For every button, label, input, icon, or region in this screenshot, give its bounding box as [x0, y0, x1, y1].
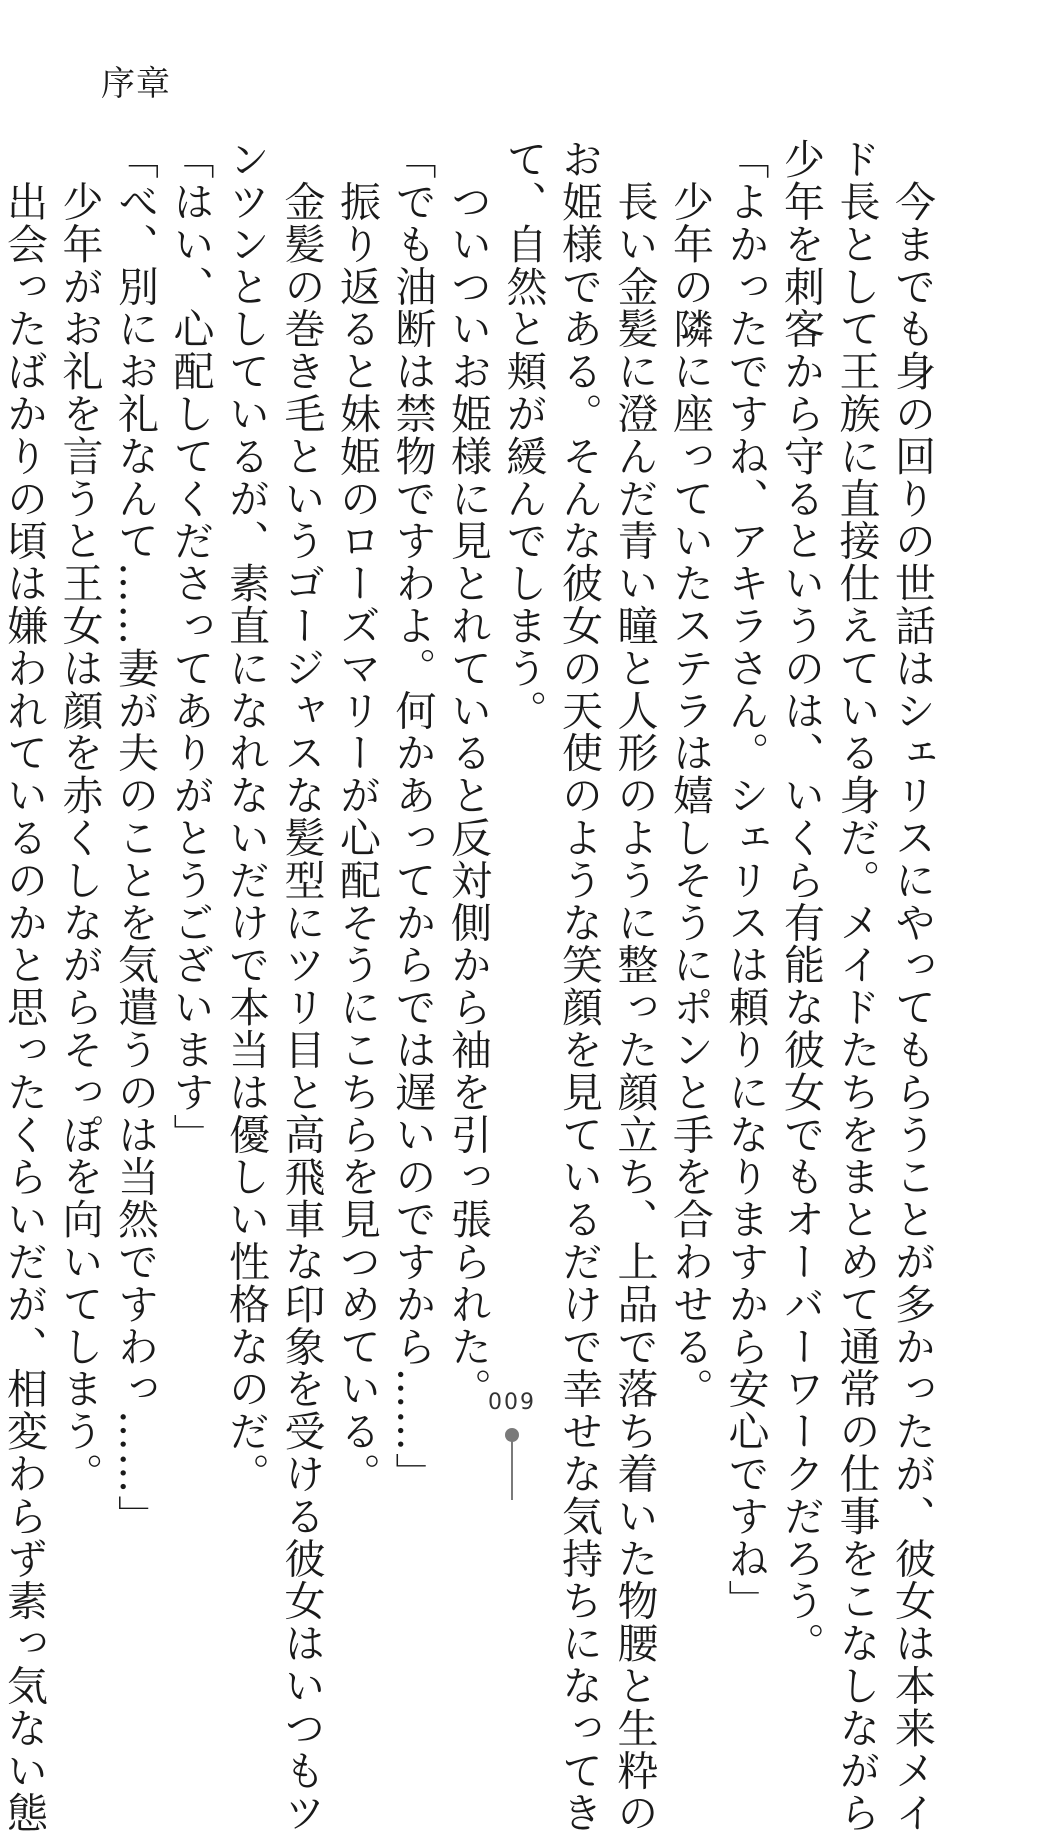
page-marker: [505, 1428, 519, 1500]
text-line: 「よかったですね、アキラさん。シェリスは頼りになりますから安心ですね」: [721, 138, 770, 1622]
text-line: ド長として王族に直接仕えている身だ。メイドたちをまとめて通常の仕事をこなしながら: [832, 138, 881, 1834]
text-line: 「べ、別にお礼なんて……妻が夫のことを気遣うのは当然ですわっ……」: [111, 138, 159, 1538]
text-line: ンツンとしているが、素直になれないだけで本当は優しい性格なのだ。: [222, 138, 270, 1495]
text-line: 少年がお礼を言うと王女は顔を赤くしながらそっぽを向いてしまう。: [55, 138, 104, 1495]
text-line: ついついお姫様に見とれていると反対側から袖を引っ張られた。: [444, 138, 492, 1410]
text-line: 長い金髪に澄んだ青い瞳と人形のように整った顔立ち、上品で落ち着いた物腰と生粋の: [610, 138, 659, 1834]
text-line: 今までも身の回りの世話はシェリスにやってもらうことが多かったが、彼女は本来メイ: [888, 138, 936, 1834]
page-number: 009: [488, 1390, 536, 1415]
text-line: 金髪の巻き毛というゴージャスな髪型にツリ目と高飛車な印象を受ける彼女はいつもツ: [277, 138, 326, 1834]
text-line: お姫様である。そんな彼女の天使のような笑顔を見ているだけで幸せな気持ちになってき: [555, 138, 603, 1834]
marker-line: [511, 1440, 513, 1500]
text-line: 「はい、心配してくださってありがとうございます」: [166, 138, 215, 1156]
chapter-title: 序章: [101, 64, 171, 104]
text-line: 「でも油断は禁物ですわよ。何かあってからでは遅いのですから……」: [388, 138, 437, 1495]
text-line: 出会ったばかりの頃は嫌われているのかと思ったくらいだが、相変わらず素っ気ない態: [0, 138, 48, 1834]
text-line: て、自然と頬が緩んでしまう。: [499, 138, 548, 732]
text-line: 少年を刺客から守るというのは、いくら有能な彼女でもオーバーワークだろう。: [777, 138, 825, 1665]
text-line: 振り返ると妹姫のローズマリーが心配そうにこちらを見つめている。: [333, 138, 381, 1495]
text-line: 少年の隣に座っていたステラは嬉しそうにポンと手を合わせる。: [666, 138, 714, 1410]
body-text: [0, 138, 939, 1834]
